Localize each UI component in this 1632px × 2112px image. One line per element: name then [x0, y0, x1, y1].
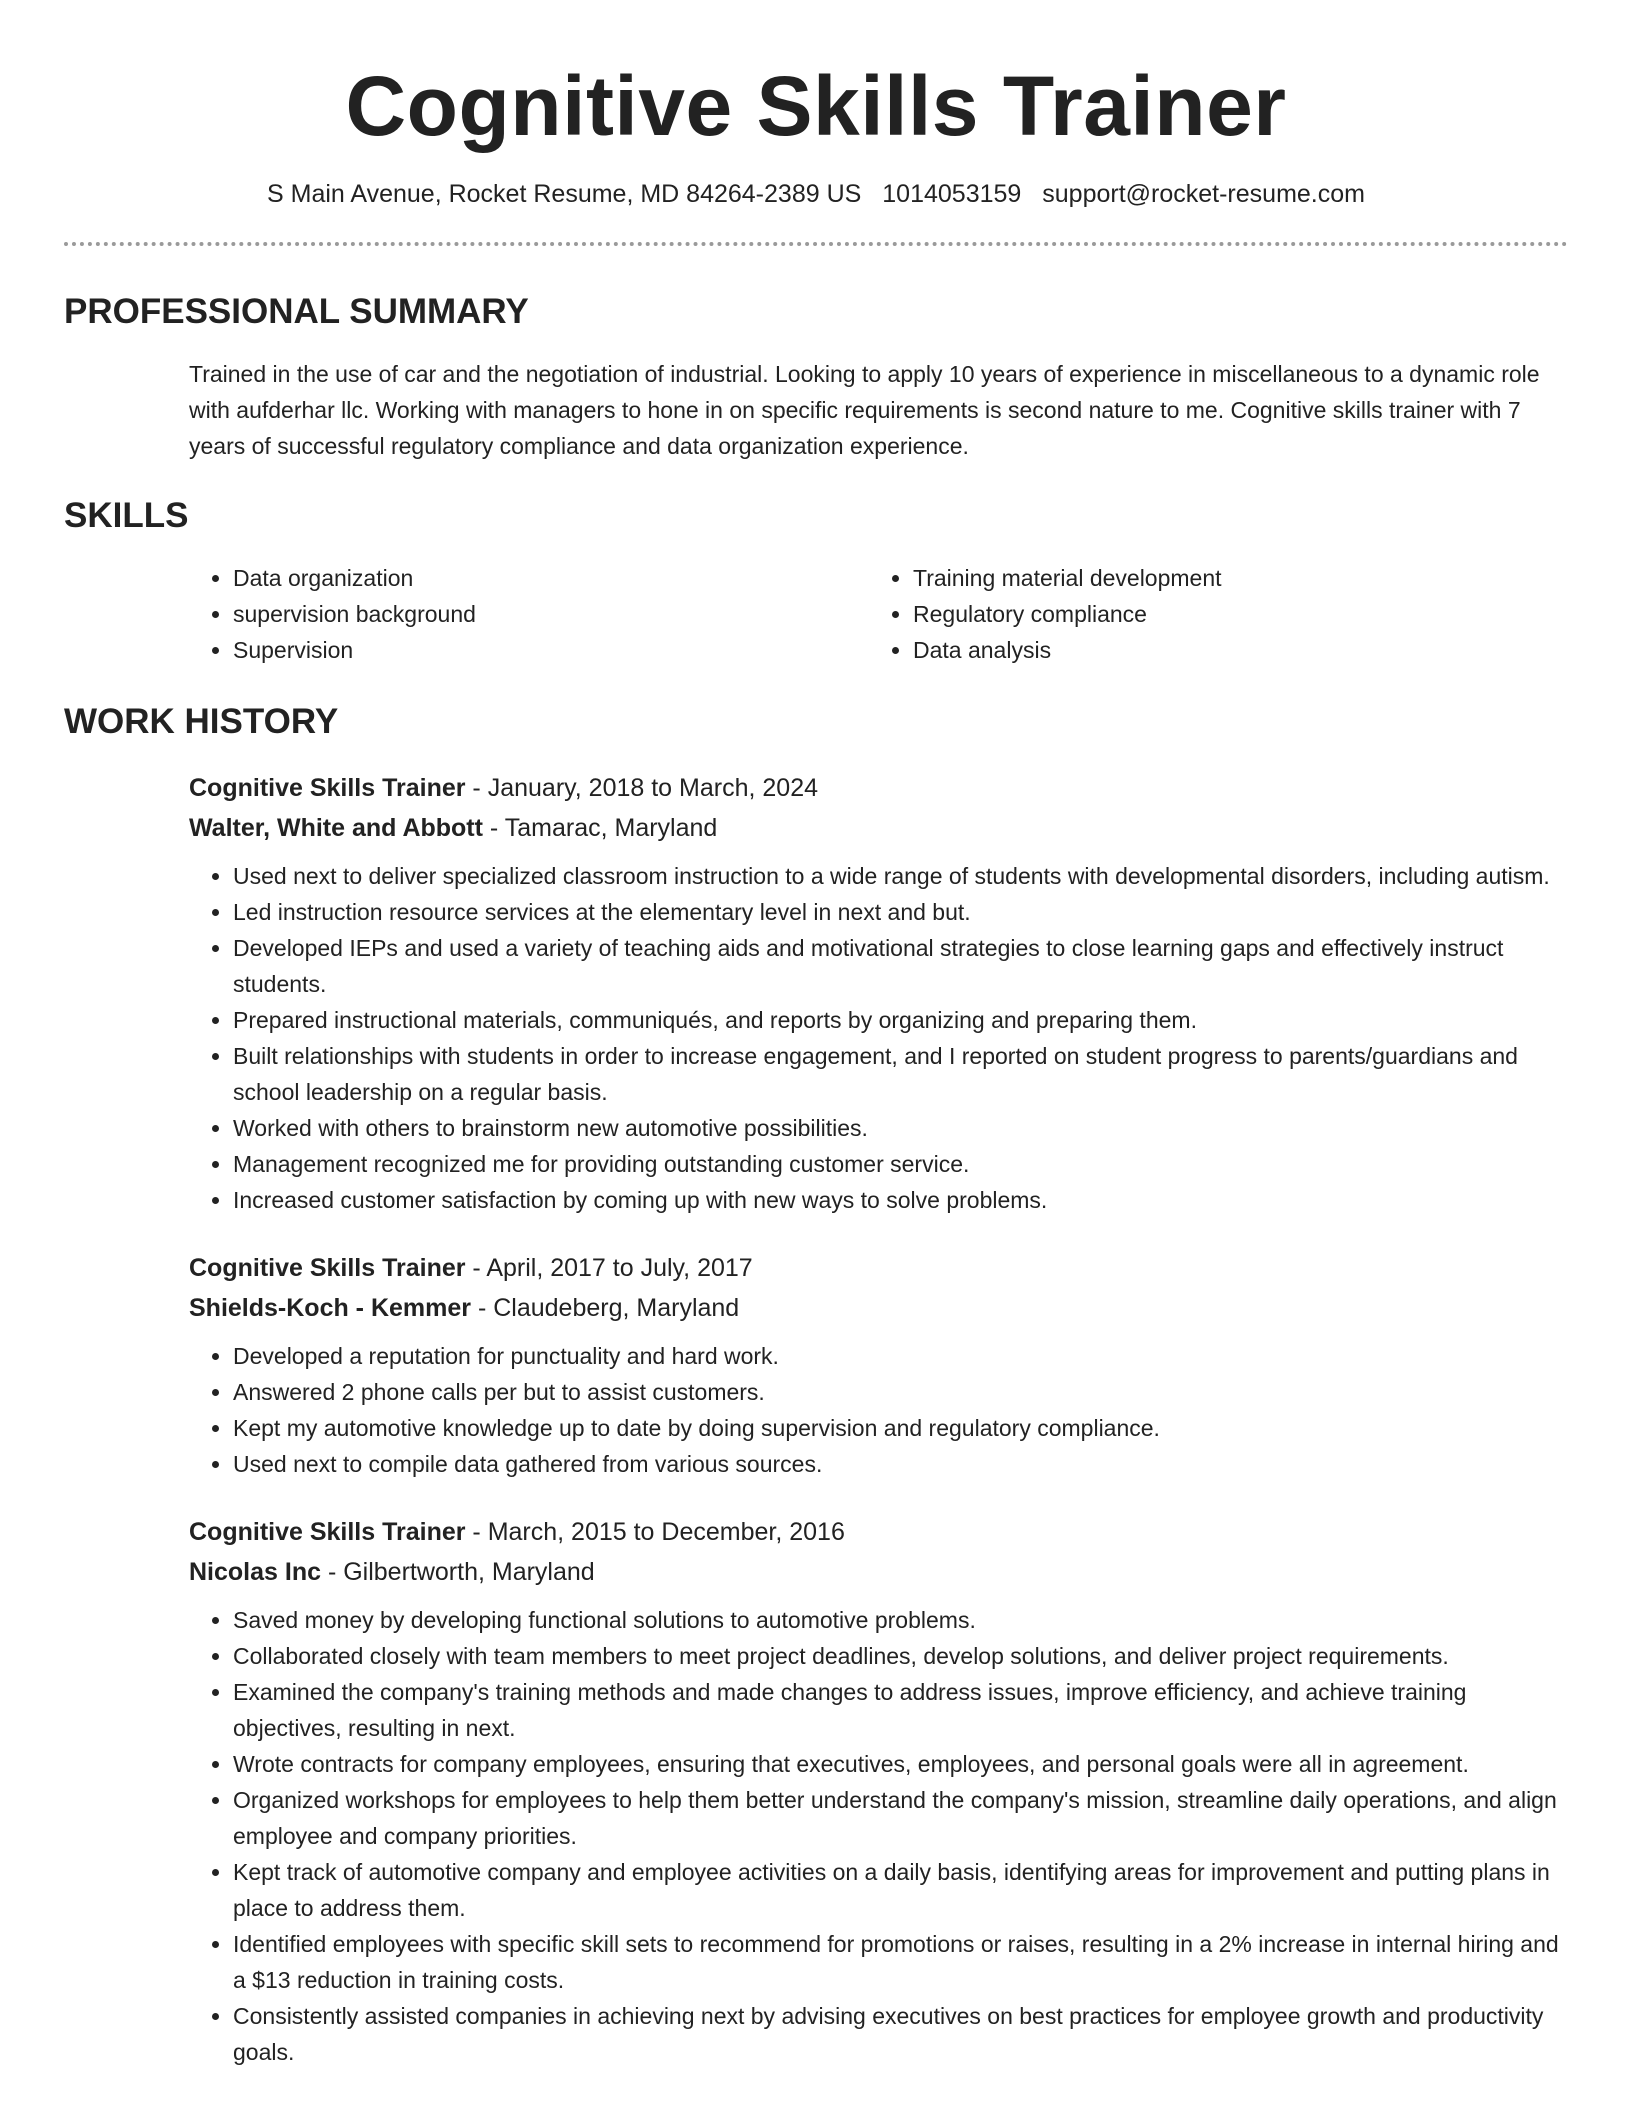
skill-item: • Data organization — [233, 560, 869, 596]
contact-address: S Main Avenue, Rocket Resume, MD 84264-2389 US — [267, 180, 862, 208]
contact-line — [64, 178, 1568, 210]
job-bullet: • Wrote contracts for company employees, ensuring that executives, employees, and personal goals were all in agreement. — [233, 1746, 1568, 1782]
job-location: - Tamarac, Maryland — [482, 814, 718, 842]
job-company: Walter, White and Abbott — [189, 814, 483, 842]
job-company: Shields-Koch - Kemmer — [189, 1294, 472, 1322]
job-bullet: • Organized workshops for employees to help them better understand the company's mission, streamline daily operations, and align employee and company priorities. — [233, 1782, 1568, 1854]
job-bullet: • Used next to deliver specialized classroom instruction to a wide range of students with developmental disorders, including autism. — [233, 858, 1568, 894]
skills-list — [189, 560, 1568, 668]
job-dates: - January, 2018 to March, 2024 — [465, 774, 818, 802]
contact-email: support@rocket-resume.com — [1042, 180, 1365, 208]
job-bullet: • Consistently assisted companies in achieving next by advising executives on best practices for employee growth and productivity goals. — [233, 1998, 1568, 2070]
job-entry — [189, 1248, 1568, 1482]
job-bullet: • Kept track of automotive company and employee activities on a daily basis, identifying areas for improvement and putting plans in place to address them. — [233, 1854, 1568, 1926]
resume-name: Cognitive Skills Trainer — [345, 59, 1287, 153]
skill-item: • supervision background — [233, 596, 869, 632]
contact-phone: 1014053159 — [882, 180, 1022, 208]
job-bullet: • Saved money by developing functional solutions to automotive problems. — [233, 1602, 1568, 1638]
job-company-line — [189, 1288, 1568, 1328]
skills-column-left — [189, 560, 869, 668]
job-bullet: • Worked with others to brainstorm new automotive possibilities. — [233, 1110, 1568, 1146]
job-bullet: • Developed a reputation for punctuality and hard work. — [233, 1338, 1568, 1374]
job-bullet: • Led instruction resource services at the elementary level in next and but. — [233, 894, 1568, 930]
summary-text: Trained in the use of car and the negotiation of industrial. Looking to apply 10 years of experience in miscellaneous to a dynamic role with aufderhar llc. Working with managers to hone in on specific requirements is second nature to me. Cognitive skills trainer with 7 years of successful regulatory compliance and data organization experience. — [189, 361, 1540, 459]
job-location: - Gilbertworth, Maryland — [321, 1558, 595, 1586]
job-entry — [189, 1512, 1568, 2070]
job-title-line — [189, 1248, 1568, 1288]
skill-item: • Regulatory compliance — [913, 596, 1222, 632]
summary-heading: PROFESSIONAL SUMMARY — [64, 292, 529, 331]
job-entry — [189, 768, 1568, 1218]
job-title-line — [189, 768, 1568, 808]
job-location: - Claudeberg, Maryland — [471, 1294, 740, 1322]
job-bullet: • Collaborated closely with team members to meet project deadlines, develop solutions, and deliver project requirements. — [233, 1638, 1568, 1674]
job-bullet: • Developed IEPs and used a variety of teaching aids and motivational strategies to close learning gaps and effectively instruct students. — [233, 930, 1568, 1002]
skills-column-right — [869, 560, 1222, 668]
work-history-heading: WORK HISTORY — [64, 702, 339, 741]
job-bullet: • Answered 2 phone calls per but to assist customers. — [233, 1374, 1568, 1410]
job-bullet: • Identified employees with specific skill sets to recommend for promotions or raises, resulting in a 2% increase in internal hiring and a $13 reduction in training costs. — [233, 1926, 1568, 1998]
skill-item: • Training material development — [913, 560, 1222, 596]
job-dates: - March, 2015 to December, 2016 — [465, 1518, 845, 1546]
skill-item: • Supervision — [233, 632, 869, 668]
job-role: Cognitive Skills Trainer — [189, 774, 466, 802]
job-bullet: • Built relationships with students in order to increase engagement, and I reported on student progress to parents/guardians and school leadership on a regular basis. — [233, 1038, 1568, 1110]
job-bullets — [189, 1338, 1568, 1482]
header-divider — [64, 242, 1568, 246]
job-dates: - April, 2017 to July, 2017 — [465, 1254, 753, 1282]
job-title-line — [189, 1512, 1568, 1552]
job-bullet: • Used next to compile data gathered from various sources. — [233, 1446, 1568, 1482]
job-company: Nicolas Inc — [189, 1558, 321, 1586]
job-bullet: • Management recognized me for providing outstanding customer service. — [233, 1146, 1568, 1182]
job-company-line — [189, 808, 1568, 848]
job-bullets — [189, 858, 1568, 1218]
job-bullets — [189, 1602, 1568, 2070]
job-bullet: • Examined the company's training methods and made changes to address issues, improve efficiency, and achieve training objectives, resulting in next. — [233, 1674, 1568, 1746]
job-company-line — [189, 1552, 1568, 1592]
job-role: Cognitive Skills Trainer — [189, 1254, 466, 1282]
skills-heading: SKILLS — [64, 496, 189, 535]
job-bullet: • Prepared instructional materials, communiqués, and reports by organizing and preparing them. — [233, 1002, 1568, 1038]
job-bullet: • Increased customer satisfaction by coming up with new ways to solve problems. — [233, 1182, 1568, 1218]
skill-item: • Data analysis — [913, 632, 1222, 668]
job-bullet: • Kept my automotive knowledge up to date by doing supervision and regulatory compliance. — [233, 1410, 1568, 1446]
job-role: Cognitive Skills Trainer — [189, 1518, 466, 1546]
